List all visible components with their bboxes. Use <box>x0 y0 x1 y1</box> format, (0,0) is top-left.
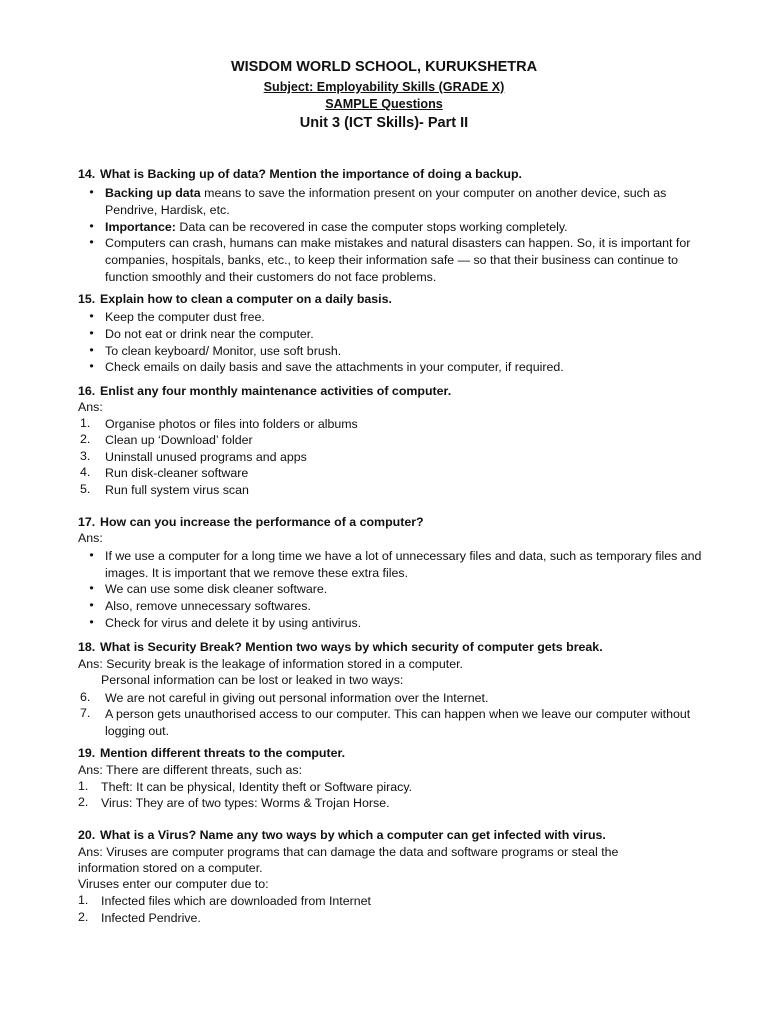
subject-line: Subject: Employability Skills (GRADE X) <box>263 80 505 94</box>
unit-title: Unit 3 (ICT Skills)- Part II <box>299 115 469 131</box>
sample-questions-heading: SAMPLE Questions <box>325 97 443 111</box>
answer-text: information stored on a computer. <box>78 861 263 875</box>
question-18: 18. What is Security Break? Mention two ways by which security of computer gets break. <box>78 640 603 654</box>
question-19: 19. Mention different threats to the computer. <box>78 746 346 760</box>
answer-label: Ans: <box>78 531 103 545</box>
answer-label: Ans: <box>78 400 103 414</box>
question-16: 16. Enlist any four monthly maintenance activities of computer. <box>78 384 452 398</box>
answer-text: Ans: There are different threats, such as: <box>78 763 303 777</box>
question-17: 17. How can you increase the performance of a computer? <box>78 515 424 529</box>
question-15: 15. Explain how to clean a computer on a daily basis. <box>78 292 392 306</box>
answer-text: Viruses enter our computer due to: <box>78 877 269 891</box>
answer-text: Ans: Viruses are computer programs that can damage the data and software programs or steal the <box>78 845 619 859</box>
answer-text: Personal information can be lost or leaked in two ways: <box>101 673 404 687</box>
school-name: WISDOM WORLD SCHOOL, KURUKSHETRA <box>230 59 538 75</box>
question-20: 20. What is a Virus? Name any two ways by which a computer can get infected with virus. <box>78 828 606 842</box>
answer-text: Ans: Security break is the leakage of information stored in a computer. <box>78 657 463 671</box>
question-14: 14. What is Backing up of data? Mention the importance of doing a backup. <box>78 167 522 181</box>
